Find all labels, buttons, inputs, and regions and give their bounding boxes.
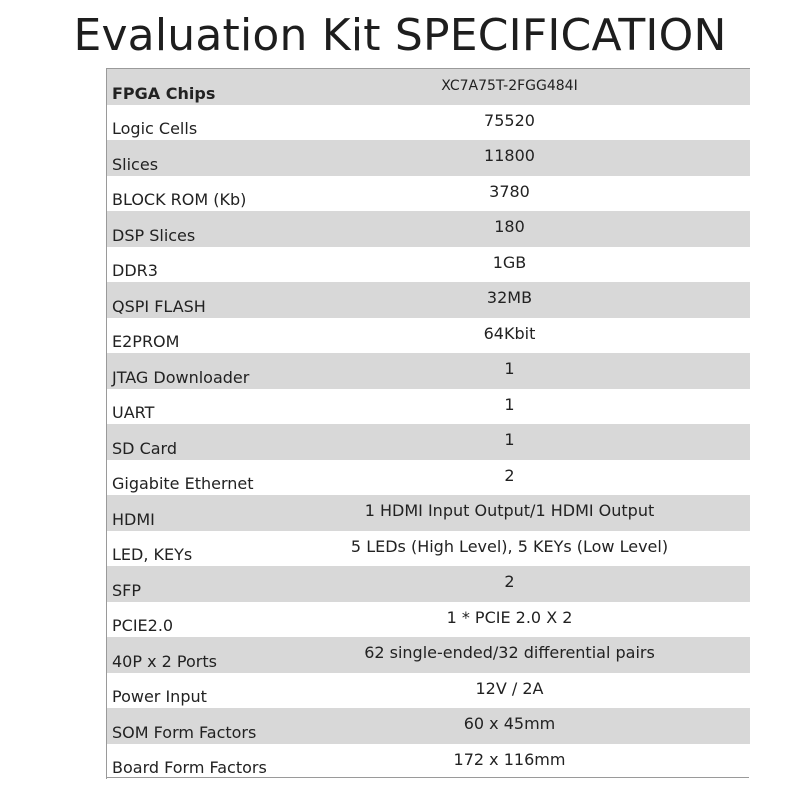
row-value: 75520 — [484, 110, 535, 130]
row-label: DDR3 — [112, 261, 158, 280]
row-label: SFP — [112, 580, 142, 600]
table-row — [107, 140, 750, 176]
row-label: 40P x 2 Ports — [112, 651, 217, 671]
table-row — [107, 105, 750, 141]
row-label: Logic Cells — [112, 119, 198, 138]
table-bottom-border — [106, 777, 749, 778]
row-value: 32MB — [486, 288, 533, 307]
table-row — [107, 318, 750, 354]
table-row — [107, 211, 750, 247]
row-value: 2 — [504, 465, 515, 485]
row-value: 1 — [504, 359, 515, 378]
table-row — [107, 566, 750, 602]
table-row — [107, 637, 750, 673]
row-label: DSP Slices — [112, 225, 196, 245]
row-label: PCIE2.0 — [112, 616, 174, 635]
table-row — [107, 673, 750, 709]
table-row — [107, 602, 750, 638]
table-row — [107, 176, 750, 212]
row-label: SOM Form Factors — [112, 722, 257, 742]
row-value: 1 — [504, 394, 515, 414]
row-value: 1 — [504, 430, 515, 449]
row-value: 11800 — [484, 146, 535, 165]
row-value: 5 LEDs (High Level), 5 KEYs (Low Level) — [350, 536, 669, 556]
row-label: JTAG Downloader — [112, 367, 250, 387]
row-value: 1GB — [492, 252, 527, 272]
row-label: Board Form Factors — [112, 758, 267, 777]
row-value: 64Kbit — [483, 323, 536, 343]
table-row — [107, 282, 750, 318]
spec-table — [106, 68, 750, 779]
row-value: 1 * PCIE 2.0 X 2 — [446, 607, 573, 627]
row-label: SD Card — [112, 438, 177, 458]
row-value: 172 x 116mm — [453, 749, 566, 769]
table-row — [107, 460, 750, 496]
row-label: QSPI FLASH — [112, 296, 206, 316]
table-row — [107, 353, 750, 389]
row-value: 60 x 45mm — [463, 714, 556, 733]
table-row — [107, 744, 750, 780]
row-label: Slices — [112, 154, 159, 174]
row-value: 12V / 2A — [475, 678, 544, 698]
page-title: Evaluation Kit SPECIFICATION — [73, 10, 727, 61]
row-label: Gigabite Ethernet — [112, 474, 254, 493]
row-label: LED, KEYs — [112, 545, 193, 564]
table-row — [107, 389, 750, 425]
row-value: 1 HDMI Input Output/1 HDMI Output — [364, 501, 655, 520]
row-value: 3780 — [489, 181, 530, 201]
row-value: XC7A75T-2FGG484I — [441, 78, 578, 94]
table-row — [107, 531, 750, 567]
table-row — [107, 69, 750, 105]
table-row — [107, 708, 750, 744]
row-value: 2 — [504, 572, 515, 591]
row-value: 180 — [494, 217, 525, 236]
table-row — [107, 495, 750, 531]
row-value: 62 single-ended/32 differential pairs — [364, 643, 655, 662]
row-label: HDMI — [112, 509, 155, 529]
row-label: UART — [112, 403, 155, 422]
table-row — [107, 247, 750, 283]
table-row — [107, 424, 750, 460]
row-label: Power Input — [112, 687, 207, 706]
row-label: FPGA Chips — [112, 83, 216, 103]
row-label: BLOCK ROM (Kb) — [112, 190, 247, 209]
row-label: E2PROM — [112, 332, 180, 351]
